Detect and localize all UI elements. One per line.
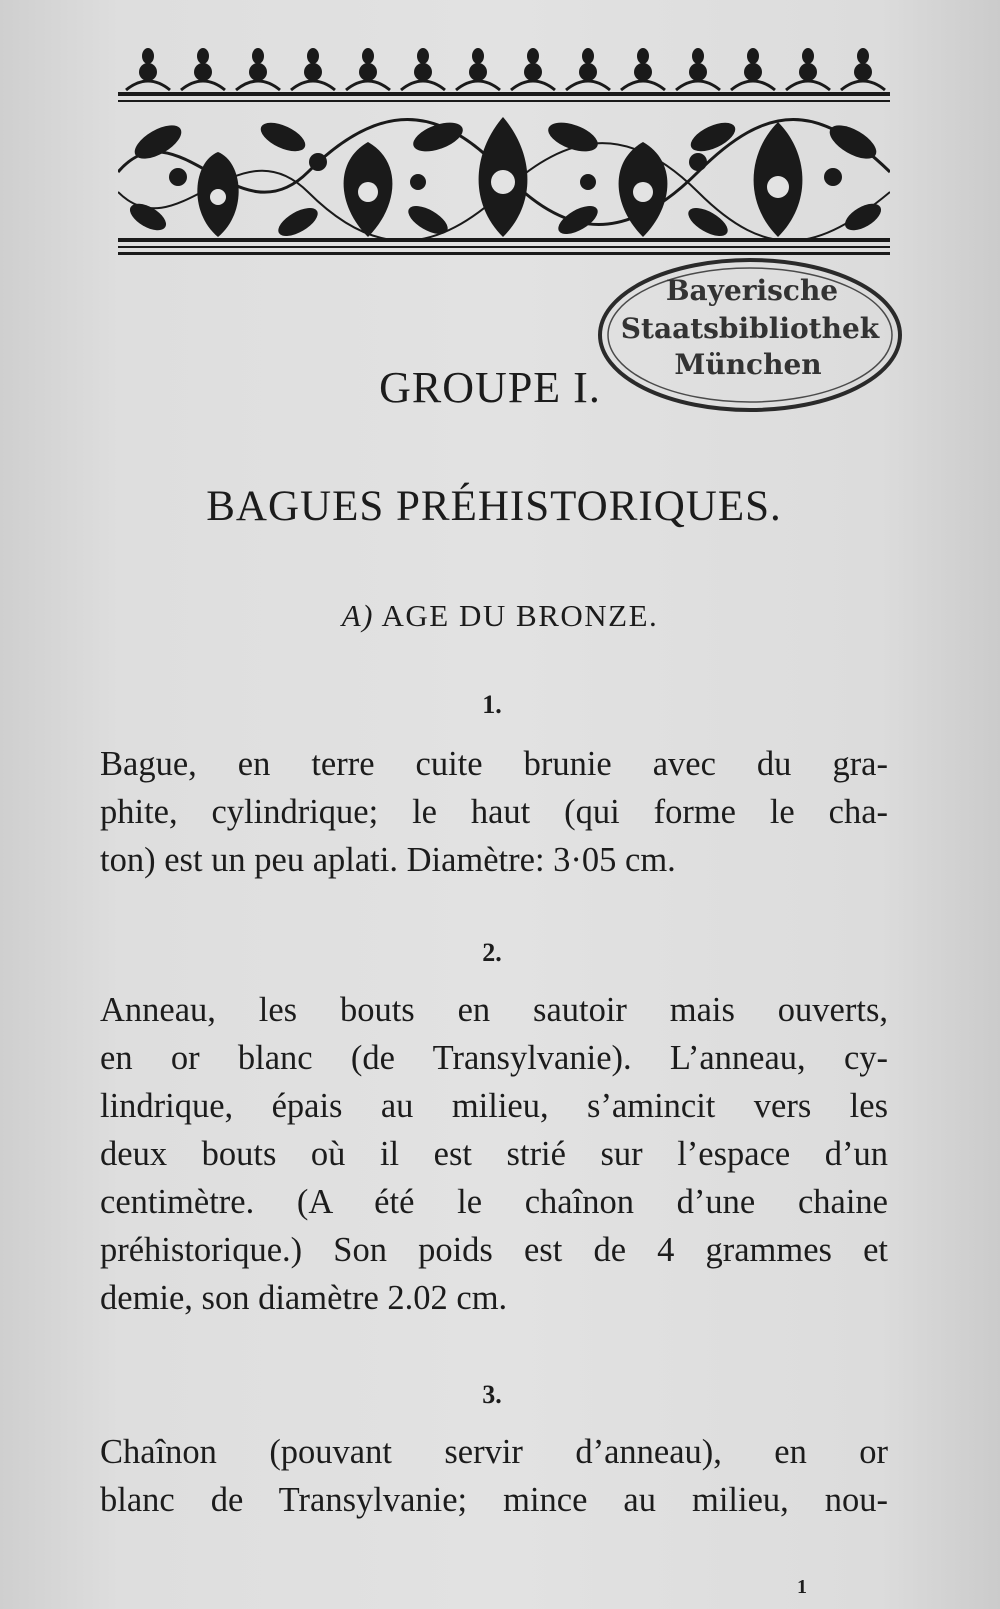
ornament-flower	[689, 63, 707, 81]
ornament-bud	[637, 48, 649, 64]
entry-number: 2.	[482, 938, 502, 967]
ornament-bud	[582, 48, 594, 64]
ornament-arch	[291, 81, 335, 90]
paragraph-line: phite, cylindrique; le haut (qui forme le cha-	[100, 793, 888, 831]
ornament-arch	[621, 81, 665, 90]
subsection-letter: A)	[341, 598, 374, 633]
ornament-bud	[417, 48, 429, 64]
paragraph-line: centimètre. (A été le chaînon d’une chaine	[100, 1183, 888, 1221]
ornament-arch	[566, 81, 610, 90]
ornament-bud	[142, 48, 154, 64]
floral-ornament-band	[118, 42, 890, 274]
entry-paragraph	[100, 986, 888, 1322]
ornament-arch	[731, 81, 775, 90]
ornament-bud	[197, 48, 209, 64]
ornament-flower	[304, 63, 322, 81]
ornament-bud	[802, 48, 814, 64]
svg-text:München: München	[674, 348, 822, 381]
paragraph-line: lindrique, épais au milieu, s’amincit vers les	[100, 1087, 888, 1125]
svg-text:Bayerische: Bayerische	[665, 274, 839, 307]
ornament-bud	[692, 48, 704, 64]
page-number: 1	[797, 1576, 807, 1598]
ornament-flower	[139, 63, 157, 81]
section-title: BAGUES PRÉHISTORIQUES.	[206, 483, 782, 530]
ornament-bud	[472, 48, 484, 64]
ornament-flower	[579, 63, 597, 81]
ornament-arch	[346, 81, 390, 90]
ornament-bud	[252, 48, 264, 64]
ornament-flower	[414, 63, 432, 81]
paragraph-line: préhistorique.) Son poids est de 4 grammes et	[100, 1231, 888, 1269]
paragraph-line: ton) est un peu aplati. Diamètre: 3·05 cm.	[100, 841, 676, 879]
ornament-arch	[236, 81, 280, 90]
paragraph-line: en or blanc (de Transylvanie). L’anneau, cy-	[100, 1039, 888, 1077]
paragraph-line: blanc de Transylvanie; mince au milieu, nou-	[100, 1481, 888, 1519]
paragraph-line: Bague, en terre cuite brunie avec du gra-	[100, 745, 888, 783]
ornament-arch	[786, 81, 830, 90]
ornament-flower	[469, 63, 487, 81]
ornament-arch	[181, 81, 225, 90]
ornament-bud	[362, 48, 374, 64]
ornament-arch	[401, 81, 445, 90]
ornament-flower	[854, 63, 872, 81]
entry-number: 1.	[482, 690, 502, 719]
ornament-arch	[676, 81, 720, 90]
ornament-bud	[747, 48, 759, 64]
group-title: GROUPE I.	[379, 363, 601, 412]
paragraph-line: Anneau, les bouts en sautoir mais ouverts,	[100, 991, 888, 1029]
ornament-flower	[524, 63, 542, 81]
ornament-flower	[799, 63, 817, 81]
entry-paragraph	[100, 740, 888, 884]
ornament-arch	[456, 81, 500, 90]
ornament-flower	[249, 63, 267, 81]
ornament-flower	[634, 63, 652, 81]
subsection-title	[0, 598, 1000, 634]
ornament-bud	[857, 48, 869, 64]
ornament-arch	[126, 81, 170, 90]
ornament-flower	[359, 63, 377, 81]
paragraph-line: Chaînon (pouvant servir d’anneau), en or	[100, 1433, 888, 1471]
entry-paragraph	[100, 1428, 888, 1524]
ornament-bud	[307, 48, 319, 64]
paragraph-line: demie, son diamètre 2.02 cm.	[100, 1279, 508, 1317]
ornament-flower	[744, 63, 762, 81]
entry-number: 3.	[482, 1380, 502, 1409]
paragraph-line: deux bouts où il est strié sur l’espace d’un	[100, 1135, 888, 1173]
ornament-flower	[194, 63, 212, 81]
svg-text:Staatsbibliothek: Staatsbibliothek	[620, 312, 880, 345]
subsection-label: AGE DU BRONZE.	[381, 598, 659, 633]
ornament-arch	[841, 81, 885, 90]
ornament-bud	[527, 48, 539, 64]
ornament-arch	[511, 81, 555, 90]
